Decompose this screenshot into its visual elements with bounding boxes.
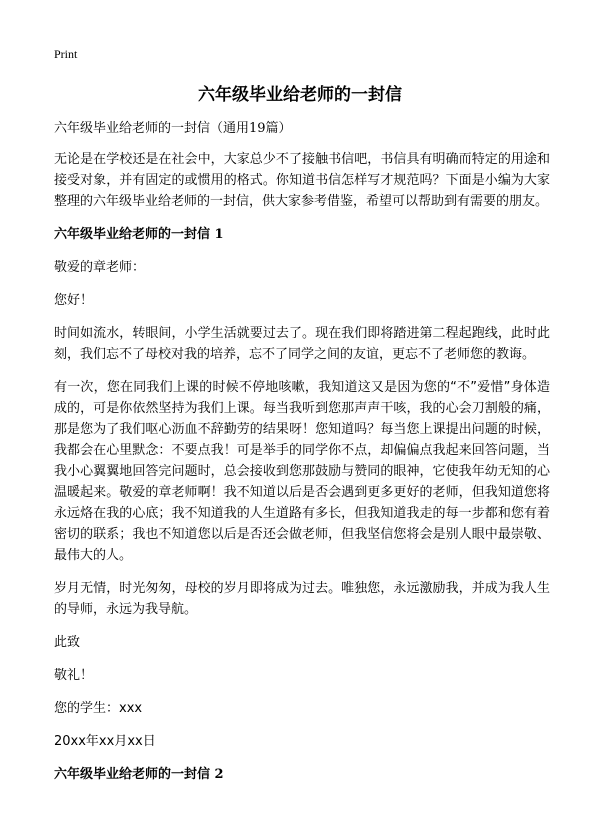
section-heading-letter-2: 六年级毕业给老师的一封信 2 bbox=[54, 767, 224, 782]
letter-closing-2: 敬礼！ bbox=[54, 668, 94, 683]
print-label: Print bbox=[54, 47, 78, 61]
document-subtitle: 六年级毕业给老师的一封信（通用19篇） bbox=[54, 121, 292, 136]
letter-date: 20xx年xx月xx日 bbox=[54, 734, 156, 749]
intro-paragraph: 无论是在学校还是在社会中，大家总少不了接触书信吧，书信具有明确而特定的用途和接受对象，并有固定的或惯用的格式。你知道书信怎样写才规范吗？下面是小编为大家整理的六年级毕业给老师的一封信，供大家参考借鉴，希望可以帮助到有需要的朋友。 bbox=[54, 152, 550, 209]
letter-closing-1: 此致 bbox=[54, 635, 81, 650]
letter-paragraph-2: 有一次，您在同我们上课的时候不停地咳嗽，我知道这又是因为您的“不”爱惜”身体造成的，可是你依然坚持为我们上课。每当我听到您那声声干咳，我的心会刀割般的痛，那是您为了我们呕心沥血不辞勤劳的结果呀！您知道吗？每当您上课提出问题的时候，我都会在心里默念：不要点我！可是举手的同学你不点，却偏偏点我起来回答问题，当我小心翼翼地回答完问题时，总会接收到您那鼓励与赞同的眼神，它使我年幼无知的心温暖起来。敬爱的章老师啊！我不知道以后是否会遇到更多更好的老师，但我知道您将永远烙在我的心底；我不知道我的人生道路有多长，但我知道我走的每一步都和您有着密切的联系；我也不知道您以后是否还会做老师，但我坚信您将会是别人眼中最崇敬、最伟大的人。 bbox=[54, 380, 550, 563]
section-heading-letter-1: 六年级毕业给老师的一封信 1 bbox=[54, 227, 224, 242]
page-title: 六年级毕业给老师的一封信 bbox=[198, 85, 402, 105]
letter-signature: 您的学生：xxx bbox=[54, 701, 143, 716]
letter-paragraph-3: 岁月无情，时光匆匆，母校的岁月即将成为过去。唯独您，永远激励我，并成为我人生的导师，永远为我导航。 bbox=[54, 581, 550, 617]
document-body bbox=[54, 118, 550, 797]
letter-paragraph-1: 时间如流水，转眼间，小学生活就要过去了。现在我们即将踏进第二程起跑线，此时此刻，我们忘不了母校对我的培养，忘不了同学之间的友谊，更忘不了老师您的教诲。 bbox=[54, 326, 550, 362]
letter-salutation: 敬爱的章老师： bbox=[54, 260, 146, 275]
letter-greeting: 您好！ bbox=[54, 293, 94, 308]
